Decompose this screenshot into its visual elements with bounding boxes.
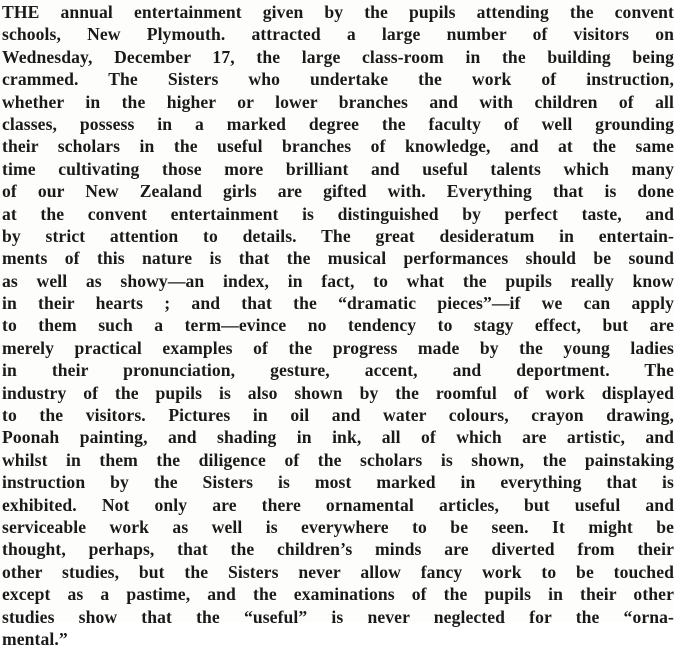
article-line: of our New Zealand girls are gifted with. Everything that is done <box>2 181 674 202</box>
article-line: studies show that the “useful” is never neglected for the “orna- <box>2 606 674 627</box>
article-line: time cultivating those more brilliant and useful talents which many <box>2 158 674 179</box>
article-line: serviceable work as well is everywhere to be seen. It might be <box>2 516 674 537</box>
article-line: whether in the higher or lower branches and with children of all <box>2 91 674 112</box>
article-line: industry of the pupils is also shown by the roomful of work displayed <box>2 382 674 403</box>
article-line: classes, possess in a marked degree the faculty of well grounding <box>2 113 674 134</box>
article-line: as well as showy—an index, in fact, to what the pupils really know <box>2 270 674 291</box>
article-line: exhibited. Not only are there ornamental articles, but useful and <box>2 494 674 515</box>
article-line: to them such a term—evince no tendency to stagy effect, but are <box>2 315 674 336</box>
article-line: mental.” <box>2 628 68 649</box>
article-line: Wednesday, December 17, the large class-room in the building being <box>2 46 674 67</box>
article-line: Poonah painting, and shading in ink, all of which are artistic, and <box>2 427 674 448</box>
article-line: ments of this nature is that the musical performances should be sound <box>2 248 674 269</box>
article-line: merely practical examples of the progress made by the young ladies <box>2 337 674 358</box>
article-line: thought, perhaps, that the children’s minds are diverted from their <box>2 539 674 560</box>
article-line: at the convent entertainment is distinguished by perfect taste, and <box>2 203 674 224</box>
article-line: to the visitors. Pictures in oil and water colours, crayon drawing, <box>2 405 674 426</box>
article-line: in their pronunciation, gesture, accent, and deportment. The <box>2 360 674 381</box>
article-line: crammed. The Sisters who undertake the work of instruction, <box>2 69 674 90</box>
article-line: by strict attention to details. The great desideratum in entertain- <box>2 225 674 246</box>
article-line: THE annual entertainment given by the pupils attending the convent <box>2 2 674 22</box>
article-line: other studies, but the Sisters never allow fancy work to be touched <box>2 561 674 582</box>
article-line: schools, New Plymouth. attracted a large number of visitors on <box>2 24 674 45</box>
article-line: except as a pastime, and the examinations of the pupils in their other <box>2 584 674 605</box>
article-line: in their hearts ; and that the “dramatic pieces”—if we can apply <box>2 293 674 314</box>
article-column <box>2 1 674 650</box>
article-line: their scholars in the useful branches of knowledge, and at the same <box>2 136 674 157</box>
article-line: instruction by the Sisters is most marked in everything that is <box>2 472 674 493</box>
article-line: whilst in them the diligence of the scholars is shown, the painstaking <box>2 449 674 470</box>
